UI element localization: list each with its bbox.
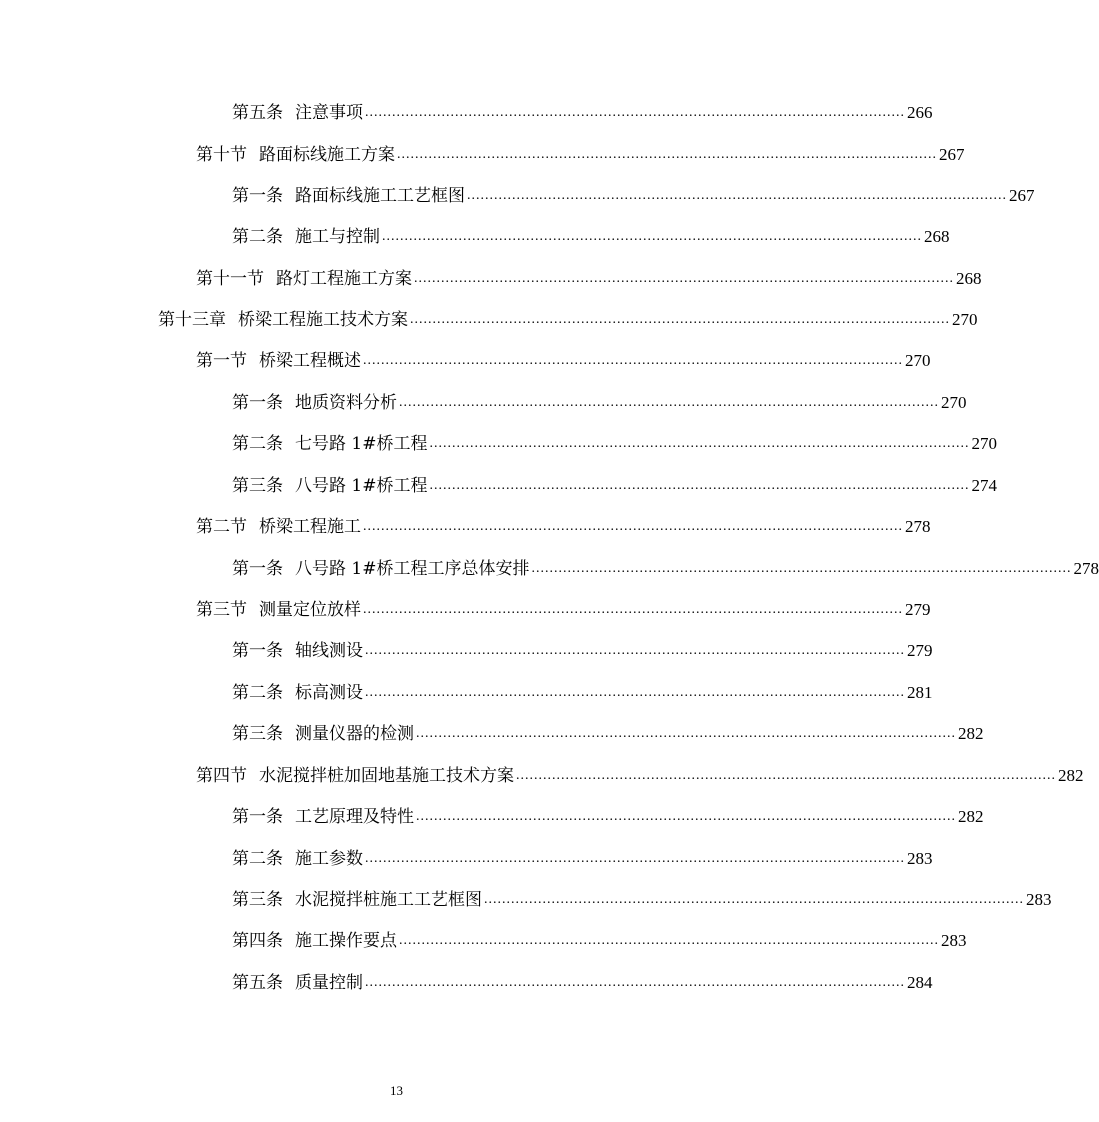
toc-entry-page: 282 bbox=[958, 807, 984, 826]
dot-leader: ........................................................................................................................ bbox=[516, 768, 1056, 783]
toc-entry-number: 第三条 bbox=[232, 890, 283, 910]
toc-entry-number: 第二条 bbox=[232, 227, 283, 247]
toc-entry-number: 第一条 bbox=[232, 559, 283, 579]
toc-entry-title: 桥梁工程施工技术方案 bbox=[238, 310, 408, 330]
toc-entry-page: 278 bbox=[905, 517, 931, 536]
toc-entry-page: 283 bbox=[907, 849, 933, 868]
dot-leader: ........................................................................................................................ bbox=[484, 892, 1024, 907]
toc-entry-number: 第十一节 bbox=[196, 269, 264, 289]
toc-entry-title: 测量仪器的检测 bbox=[295, 724, 414, 744]
toc-entry-title: 桥梁工程施工 bbox=[259, 517, 361, 537]
toc-entry-title: 测量定位放样 bbox=[259, 600, 361, 620]
toc-entry-title: 七号路 1#桥工程 bbox=[295, 434, 428, 454]
dot-leader: ........................................................................................................................ bbox=[397, 147, 937, 162]
dot-leader: ........................................................................................................................ bbox=[382, 229, 922, 244]
toc-entry-number: 第四条 bbox=[232, 931, 283, 951]
toc-entry-number: 第二条 bbox=[232, 849, 283, 869]
toc-entry-title: 注意事项 bbox=[295, 103, 363, 123]
toc-entry-page: 270 bbox=[905, 351, 931, 370]
toc-entry[interactable] bbox=[232, 964, 933, 994]
toc-entry-page: 267 bbox=[939, 145, 965, 164]
toc-entry[interactable] bbox=[232, 218, 950, 248]
dot-leader: ........................................................................................................................ bbox=[429, 436, 970, 451]
toc-entry-title: 水泥搅拌桩施工工艺框图 bbox=[295, 890, 482, 910]
toc-entry-page: 284 bbox=[907, 973, 933, 992]
toc-entry[interactable] bbox=[232, 674, 933, 704]
toc-entry-title: 施工操作要点 bbox=[295, 931, 397, 951]
toc-entry-number: 第三节 bbox=[196, 600, 247, 620]
toc-entry-page: 283 bbox=[1026, 890, 1052, 909]
toc-entry-title: 路面标线施工方案 bbox=[259, 145, 395, 165]
toc-entry-title: 水泥搅拌桩加固地基施工技术方案 bbox=[259, 766, 514, 786]
toc-entry-title: 桥梁工程概述 bbox=[259, 351, 361, 371]
toc-entry-page: 266 bbox=[907, 103, 933, 122]
toc-entry[interactable] bbox=[196, 136, 965, 166]
dot-leader: ........................................................................................................................ bbox=[365, 105, 905, 120]
dot-leader: ........................................................................................................................ bbox=[531, 561, 1072, 576]
toc-entry[interactable] bbox=[232, 715, 984, 745]
toc-entry-number: 第一条 bbox=[232, 641, 283, 661]
toc-entry-title: 标高测设 bbox=[295, 683, 363, 703]
toc-entry-page: 268 bbox=[956, 269, 982, 288]
toc-entry[interactable] bbox=[232, 632, 933, 662]
toc-entry-title: 质量控制 bbox=[295, 973, 363, 993]
toc-entry-number: 第十三章 bbox=[158, 310, 226, 330]
toc-entry[interactable] bbox=[232, 840, 933, 870]
toc-entry[interactable] bbox=[158, 301, 978, 331]
toc-entry[interactable] bbox=[232, 94, 933, 124]
toc-entry[interactable] bbox=[232, 384, 967, 414]
toc-entry-number: 第五条 bbox=[232, 103, 283, 123]
toc-entry-number: 第二节 bbox=[196, 517, 247, 537]
toc-entry-page: 270 bbox=[971, 434, 997, 453]
toc-entry[interactable] bbox=[232, 881, 1052, 911]
toc-entry[interactable] bbox=[196, 757, 1084, 787]
toc-entry-page: 270 bbox=[941, 393, 967, 412]
toc-entry[interactable] bbox=[196, 260, 982, 290]
toc-entry-title: 施工与控制 bbox=[295, 227, 380, 247]
toc-entry-number: 第一条 bbox=[232, 807, 283, 827]
dot-leader: ........................................................................................................................ bbox=[363, 353, 903, 368]
dot-leader: ........................................................................................................................ bbox=[429, 478, 970, 493]
toc-entry-number: 第四节 bbox=[196, 766, 247, 786]
toc-entry[interactable] bbox=[232, 425, 997, 455]
toc-entry[interactable] bbox=[196, 342, 931, 372]
toc-entry-number: 第二条 bbox=[232, 683, 283, 703]
dot-leader: ........................................................................................................................ bbox=[365, 975, 905, 990]
dot-leader: ........................................................................................................................ bbox=[414, 271, 954, 286]
dot-leader: ........................................................................................................................ bbox=[365, 851, 905, 866]
toc-entry[interactable] bbox=[232, 467, 997, 497]
dot-leader: ........................................................................................................................ bbox=[399, 395, 939, 410]
dot-leader: ........................................................................................................................ bbox=[363, 519, 903, 534]
dot-leader: ........................................................................................................................ bbox=[416, 726, 956, 741]
toc-entry[interactable] bbox=[232, 177, 1035, 207]
toc-entry-title: 施工参数 bbox=[295, 849, 363, 869]
page-number: 13 bbox=[390, 1083, 403, 1098]
toc-entry-title: 八号路 1#桥工程 bbox=[295, 476, 428, 496]
toc-entry[interactable] bbox=[196, 591, 931, 621]
toc-entry-page: 279 bbox=[905, 600, 931, 619]
toc-entry-page: 281 bbox=[907, 683, 933, 702]
toc-entry-number: 第一条 bbox=[232, 393, 283, 413]
dot-leader: ........................................................................................................................ bbox=[399, 933, 939, 948]
toc-entry-number: 第一条 bbox=[232, 186, 283, 206]
toc-entry-page: 278 bbox=[1073, 559, 1099, 578]
dot-leader: ........................................................................................................................ bbox=[410, 312, 950, 327]
toc-entry-number: 第五条 bbox=[232, 973, 283, 993]
dot-leader: ........................................................................................................................ bbox=[365, 685, 905, 700]
toc-entry-title: 八号路 1#桥工程工序总体安排 bbox=[295, 559, 530, 579]
toc-entry-title: 工艺原理及特性 bbox=[295, 807, 414, 827]
toc-entry[interactable] bbox=[232, 550, 1099, 580]
dot-leader: ........................................................................................................................ bbox=[467, 188, 1007, 203]
toc-entry-title: 地质资料分析 bbox=[295, 393, 397, 413]
toc-entry-page: 270 bbox=[952, 310, 978, 329]
toc-entry-number: 第三条 bbox=[232, 476, 283, 496]
toc-entry-number: 第一节 bbox=[196, 351, 247, 371]
toc-entry-page: 282 bbox=[958, 724, 984, 743]
toc-entry-page: 283 bbox=[941, 931, 967, 950]
toc-entry-title: 路面标线施工工艺框图 bbox=[295, 186, 465, 206]
toc-entry-number: 第二条 bbox=[232, 434, 283, 454]
toc-entry-title: 路灯工程施工方案 bbox=[276, 269, 412, 289]
toc-entry-page: 274 bbox=[971, 476, 997, 495]
toc-entry-page: 282 bbox=[1058, 766, 1084, 785]
toc-entry[interactable] bbox=[196, 508, 931, 538]
toc-entry[interactable] bbox=[232, 922, 967, 952]
toc-entry-number: 第三条 bbox=[232, 724, 283, 744]
dot-leader: ........................................................................................................................ bbox=[416, 809, 956, 824]
toc-entry-page: 268 bbox=[924, 227, 950, 246]
toc-entry-page: 279 bbox=[907, 641, 933, 660]
dot-leader: ........................................................................................................................ bbox=[365, 643, 905, 658]
toc-entry-page: 267 bbox=[1009, 186, 1035, 205]
toc-entry-number: 第十节 bbox=[196, 145, 247, 165]
toc-entry[interactable] bbox=[232, 798, 984, 828]
toc-entry-title: 轴线测设 bbox=[295, 641, 363, 661]
dot-leader: ........................................................................................................................ bbox=[363, 602, 903, 617]
